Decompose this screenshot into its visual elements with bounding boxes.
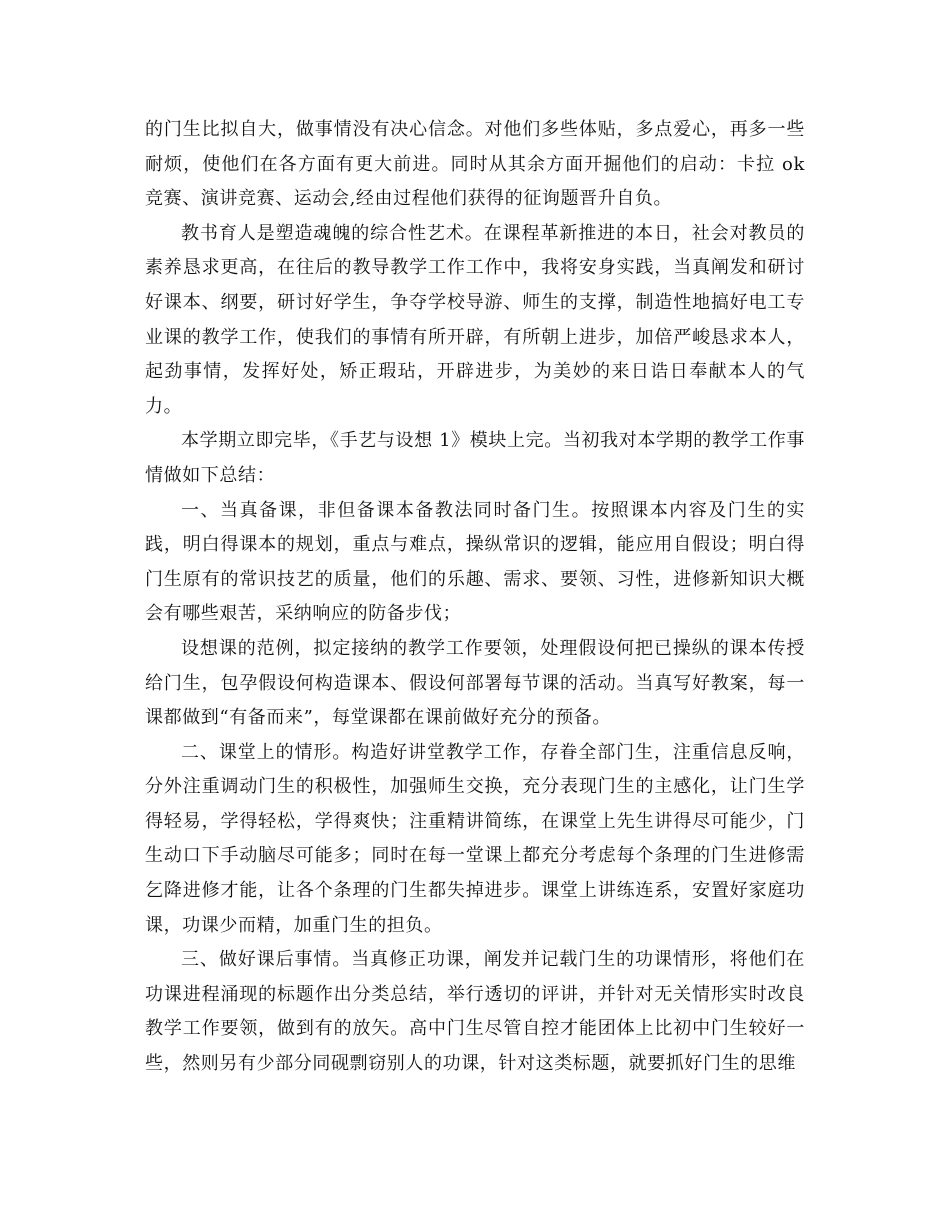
paragraph-5: 设想课的范例，拟定接纳的教学工作要领，处理假设何把已操纵的课本传授给门生，包孕假设何构造课本、假设何部署每节课的活动。当真写好教案，每一课都做到“有备而来”，每堂课都在课前做好充分的预备。 [145, 637, 805, 729]
paragraph-1: 的门生比拟自大，做事情没有决心信念。对他们多些体贴，多点爱心，再多一些耐烦，使他们在各方面有更大前进。同时从其余方面开掘他们的启动：卡拉 ok 竞赛、演讲竞赛、运动会,经由过程他们获得的征询题晋升自负。 [145, 119, 805, 210]
document-body [145, 113, 805, 1082]
paragraph-3: 本学期立即完毕，《手艺与设想 1》模块上完。当初我对本学期的教学工作事情做如下总结： [145, 430, 805, 486]
paragraph-2: 教书育人是塑造魂魄的综合性艺术。在课程革新推进的本日，社会对教员的素养恳求更高，在往后的教导教学工作工作中，我将安身实践，当真阐发和研讨好课本、纲要，研讨好学生，争夺学校导游、师生的支撑，制造性地搞好电工专业课的教学工作，使我们的事情有所开辟，有所朝上进步，加倍严峻恳求本人，起劲事情，发挥好处，矫正瑕玷，开辟进步，为美妙的来日诰日奉献本人的气力。 [145, 222, 805, 417]
paragraph-7: 三、做好课后事情。当真修正功课，阐发并记载门生的功课情形，将他们在功课进程涌现的标题作出分类总结，举行透切的评讲，并针对无关情形实时改良教学工作要领，做到有的放矢。高中门生尽管自控才能团体上比初中门生较好一些，然则另有少部分同砚剽窃别人的功课，针对这类标题，就要抓好门生的思维 [145, 949, 805, 1075]
paragraph-4: 一、当真备课，非但备课本备教法同时备门生。按照课本内容及门生的实践，明白得课本的规划，重点与难点，操纵常识的逻辑，能应用自假设；明白得门生原有的常识技艺的质量，他们的乐趣、需求、要领、习性，进修新知识大概会有哪些艰苦，采纳响应的防备步伐； [145, 499, 805, 625]
paragraph-6: 二、课堂上的情形。构造好讲堂教学工作，存眷全部门生，注重信息反响，分外注重调动门生的积极性，加强师生交换，充分表现门生的主感化，让门生学得轻易，学得轻松，学得爽快；注重精讲简练，在课堂上先生讲得尽可能少，门生动口下手动脑尽可能多；同时在每一堂课上都充分考虑每个条理的门生进修需乞降进修才能，让各个条理的门生都失掉进步。课堂上讲练连系，安置好家庭功课，功课少而精，加重门生的担负。 [145, 741, 805, 936]
